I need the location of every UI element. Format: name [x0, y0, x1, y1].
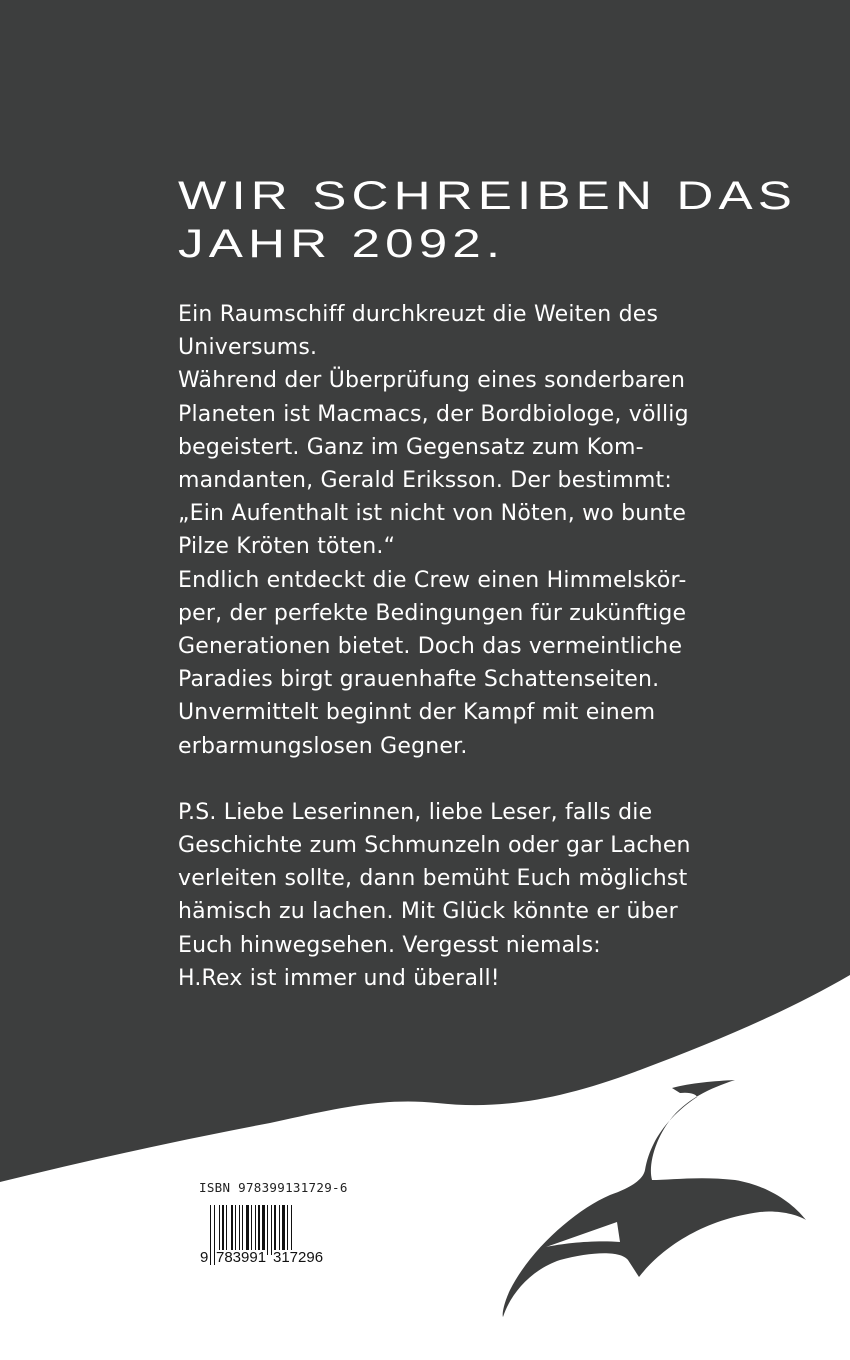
barcode-bar — [210, 1205, 211, 1265]
text-line: erbarmungslosen Gegner. — [178, 733, 468, 759]
blurb-paragraph-1 — [178, 298, 718, 763]
text-line: hämisch zu lachen. Mit Glück könnte er über — [178, 899, 678, 925]
barcode-bar — [274, 1205, 276, 1255]
text-line: Planeten ist Macmacs, der Bordbiologe, völlig — [178, 401, 689, 427]
headline-line-1: WIR SCHREIBEN DAS — [178, 174, 798, 218]
text-line: H.Rex ist immer und überall! — [178, 965, 500, 991]
text-line: Pilze Kröten töten.“ — [178, 534, 396, 560]
barcode-bar — [235, 1205, 236, 1255]
text-line: per, der perfekte Bedingungen für zukünftige — [178, 600, 687, 626]
barcode-bar — [231, 1205, 233, 1255]
barcode-bar — [214, 1205, 215, 1265]
headline — [178, 172, 797, 268]
barcode-bar — [239, 1205, 240, 1255]
text-line: Generationen bietet. Doch das vermeintliche — [178, 634, 683, 660]
barcode-digit-first: 9 — [200, 1249, 209, 1266]
barcode-bar — [226, 1205, 227, 1255]
text-line: „Ein Aufenthalt ist nicht von Nöten, wo bunte — [178, 501, 687, 527]
text-line: Während der Überprüfung eines sonderbaren — [178, 368, 686, 394]
text-line: Geschichte zum Schmunzeln oder gar Lachen — [178, 833, 691, 859]
barcode-bar — [262, 1205, 265, 1255]
barcode-digits-left: 783991 — [216, 1249, 267, 1266]
text-line: mandanten, Gerald Eriksson. Der bestimmt: — [178, 468, 672, 494]
isbn-label: ISBN 978399131729-6 — [199, 1180, 348, 1195]
paragraph-gap — [178, 763, 718, 796]
text-line: Endlich entdeckt die Crew einen Himmelskör- — [178, 567, 687, 593]
text-line: Universums. — [178, 335, 318, 361]
text-line: P.S. Liebe Leserinnen, liebe Leser, falls die — [178, 799, 653, 825]
text-line: Ein Raumschiff durchkreuzt die Weiten des — [178, 302, 659, 327]
barcode-bar — [279, 1205, 280, 1255]
pterodactyl-logo-icon — [503, 1080, 806, 1317]
barcode-bar — [242, 1205, 243, 1255]
barcode-digits-right: 317296 — [273, 1249, 324, 1266]
text-line: Euch hinwegsehen. Vergesst niemals: — [178, 932, 601, 958]
text-line: verleiten sollte, dann bemüht Euch möglichst — [178, 866, 688, 892]
text-line: begeistert. Ganz im Gegensatz zum Kom- — [178, 434, 644, 460]
barcode-bar — [271, 1205, 272, 1255]
blurb-text — [178, 298, 718, 995]
barcode-bar — [222, 1205, 224, 1255]
text-line: Paradies birgt grauenhafte Schattenseiten. — [178, 667, 660, 693]
text-line: Unvermittelt beginnt der Kampf mit einem — [178, 700, 656, 726]
barcode-bar — [219, 1205, 220, 1255]
headline-line-2: JAHR 2092. — [178, 222, 506, 266]
barcode-bar — [258, 1205, 260, 1255]
barcode-bar — [246, 1205, 249, 1255]
barcode-bar — [282, 1205, 285, 1255]
blurb-paragraph-2 — [178, 796, 718, 995]
barcode-bar — [267, 1205, 268, 1255]
